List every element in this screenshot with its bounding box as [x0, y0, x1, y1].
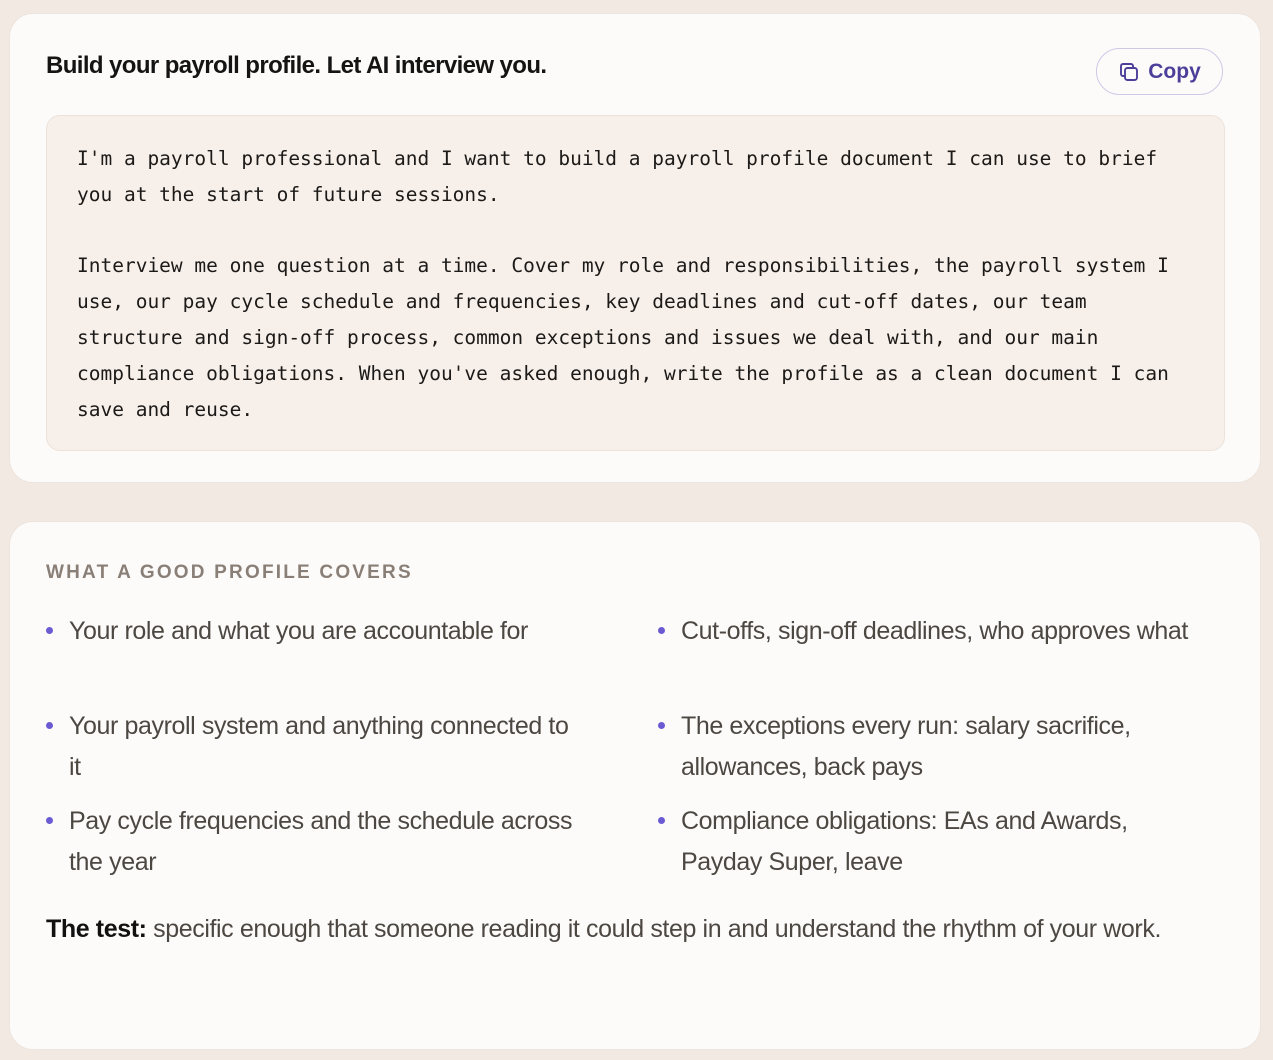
- prompt-card: [9, 13, 1261, 483]
- list-item-text: The exceptions every run: salary sacrifice, allowances, back pays: [681, 712, 1131, 781]
- list-item: [46, 611, 586, 652]
- list-item-text: Cut-offs, sign-off deadlines, who approves what: [681, 617, 1188, 645]
- test-text: specific enough that someone reading it could step in and understand the rhythm of your work.: [146, 915, 1161, 943]
- bullet-dot-icon: [658, 627, 665, 634]
- prompt-title: Build your payroll profile. Let AI interview you.: [46, 52, 547, 79]
- copy-icon: [1118, 61, 1140, 83]
- bullet-dot-icon: [46, 817, 53, 824]
- profile-covers-card: [9, 521, 1261, 1050]
- bullet-dot-icon: [658, 817, 665, 824]
- prompt-paragraph: I'm a payroll professional and I want to build a payroll profile document I can use to brief you at the start of future sessions.: [77, 147, 1169, 206]
- bullet-dot-icon: [46, 722, 53, 729]
- list-item: [658, 611, 1198, 652]
- list-item-text: Your payroll system and anything connected to it: [69, 712, 569, 781]
- list-item-text: Your role and what you are accountable for: [69, 617, 528, 645]
- bullet-dot-icon: [658, 722, 665, 729]
- test-statement: [46, 909, 1226, 950]
- prompt-paragraph: Interview me one question at a time. Cover my role and responsibilities, the payroll system I use, our pay cycle schedule and frequencies, key deadlines and cut-off dates, our team structure and sign-off process, common exceptions and issues we deal with, and our main compliance obligations. When you've asked enough, write the profile as a clean document I can save and reuse.: [77, 254, 1181, 421]
- list-item: [658, 706, 1198, 788]
- test-label: The test:: [46, 915, 147, 943]
- prompt-text-box: [46, 115, 1225, 451]
- list-item-text: Pay cycle frequencies and the schedule across the year: [69, 807, 573, 876]
- covers-heading: WHAT A GOOD PROFILE COVERS: [46, 562, 413, 583]
- list-item-text: Compliance obligations: EAs and Awards, Payday Super, leave: [681, 807, 1128, 876]
- list-item: [46, 801, 586, 883]
- bullet-dot-icon: [46, 627, 53, 634]
- copy-button-label: Copy: [1148, 59, 1201, 83]
- copy-button[interactable]: [1096, 48, 1223, 95]
- list-item: [46, 706, 586, 788]
- list-item: [658, 801, 1198, 883]
